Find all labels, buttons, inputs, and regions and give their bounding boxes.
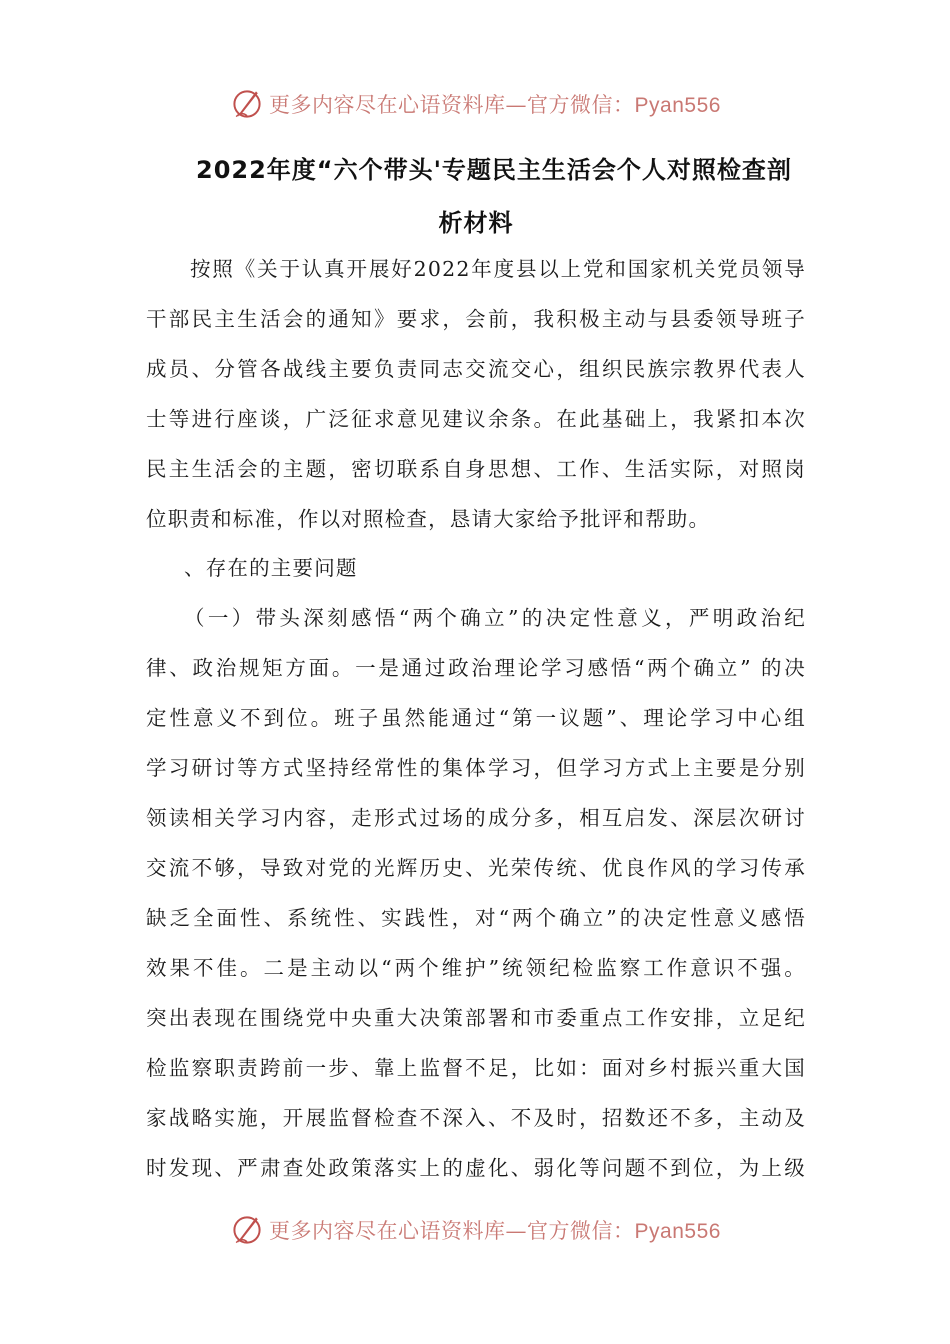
paragraph-line: 干部民主生活会的通知》要求，会前，我积极主动与县委领导班子 [146,307,806,331]
paragraph-line: 时发现、严肃查处政策落实上的虚化、弱化等问题不到位，为上级 [146,1156,806,1180]
section-heading: 、存在的主要问题 [184,556,358,580]
paragraph-line: 位职责和标准，作以对照检查，恳请大家给予批评和帮助。 [146,507,711,531]
paragraph-line: 缺乏全面性、系统性、实践性，对“两个确立”的决定性意义感悟 [146,906,806,930]
paragraph-line: 民主生活会的主题，密切联系自身思想、工作、生活实际，对照岗 [146,457,806,481]
paragraph-line: 学习研讨等方式坚持经常性的集体学习，但学习方式上主要是分别 [146,756,806,780]
paragraph-line: 律、政治规矩方面。一是通过政治理论学习感悟“两个确立” 的决 [146,656,806,680]
watermark-text: 更多内容尽在心语资料库—官方微信：Pyan556 [269,1219,721,1243]
document-title-line-1: 2022年度“六个带头'专题民主生活会个人对照检查剖 [196,156,792,184]
subsection-heading-line: （一）带头深刻感悟“两个确立”的决定性意义，严明政治纪 [184,606,806,630]
watermark-text: 更多内容尽在心语资料库—官方微信：Pyan556 [269,93,721,117]
paragraph-line: 定性意义不到位。班子虽然能通过“第一议题”、理论学习中心组 [146,706,806,730]
paragraph-line: 检监察职责跨前一步、靠上监督不足，比如：面对乡村振兴重大国 [146,1056,806,1080]
watermark-header [0,84,950,124]
paragraph-line: 效果不佳。二是主动以“两个维护”统领纪检监察工作意识不强。 [146,956,806,980]
paragraph-line: 士等进行座谈，广泛征求意见建议余条。在此基础上，我紧扣本次 [146,407,806,431]
document-title-line-2: 析材料 [438,209,514,237]
paragraph-line: 家战略实施，开展监督检查不深入、不及时，招数还不多，主动及 [146,1106,806,1130]
watermark-footer [0,1210,950,1250]
quill-pen-logo-icon [229,1212,265,1248]
paragraph-line: 按照《关于认真开展好2022年度县以上党和国家机关党员领导 [190,257,806,281]
paragraph-line: 领读相关学习内容，走形式过场的成分多，相互启发、深层次研讨 [146,806,806,830]
paragraph-line: 突出表现在围绕党中央重大决策部署和市委重点工作安排，立足纪 [146,1006,806,1030]
quill-pen-logo-icon [229,86,265,122]
paragraph-line: 成员、分管各战线主要负责同志交流交心，组织民族宗教界代表人 [146,357,806,381]
paragraph-line: 交流不够，导致对党的光辉历史、光荣传统、优良作风的学习传承 [146,856,806,880]
